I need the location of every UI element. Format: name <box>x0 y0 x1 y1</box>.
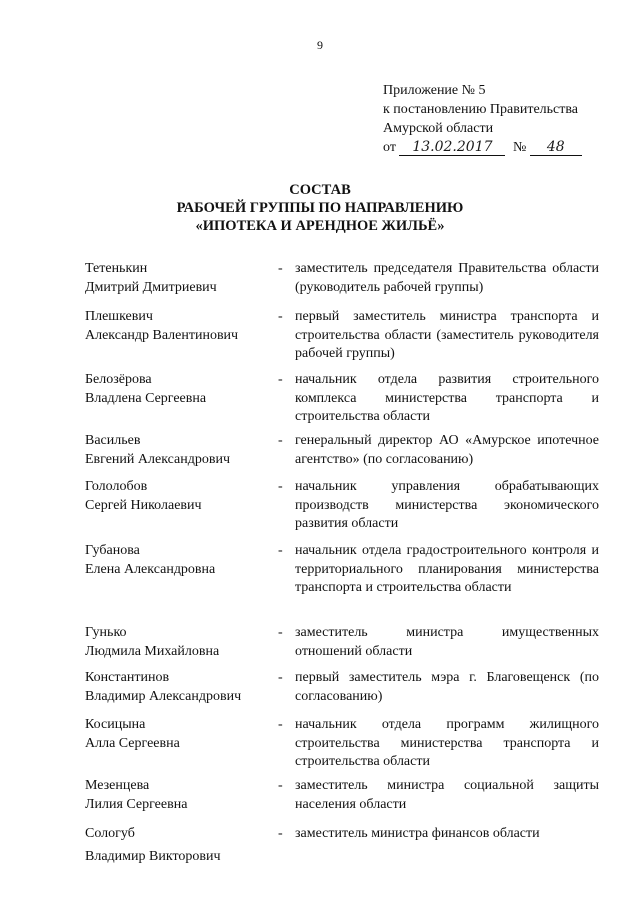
member-name <box>85 825 275 866</box>
member-dash: - <box>278 826 283 841</box>
member-surname: Васильев <box>85 433 141 448</box>
member-given-name: Дмитрий Дмитриевич <box>85 279 217 295</box>
appendix-resolution: к постановлению Правительства <box>383 102 579 117</box>
member-name <box>85 777 275 814</box>
member-surname: Губанова <box>85 543 140 558</box>
member-given-name: Людмила Михайловна <box>85 643 220 659</box>
member-name <box>85 308 275 345</box>
member-name <box>85 478 275 515</box>
member-given-name: Елена Александровна <box>85 561 216 577</box>
document-heading <box>0 181 640 235</box>
member-name <box>85 432 275 469</box>
member-given-name: Владимир Викторович <box>85 848 221 864</box>
appendix-date-line <box>383 138 618 157</box>
member-role: заместитель министра социальной защиты населения области <box>295 778 599 812</box>
member-given-name: Владимир Александрович <box>85 688 242 704</box>
member-name <box>85 371 275 408</box>
heading-line-1: СОСТАВ <box>289 182 351 198</box>
handwritten-number: 48 <box>530 139 582 156</box>
member-given-name: Лилия Сергеевна <box>85 796 188 812</box>
date-prefix: от <box>383 140 396 155</box>
member-dash: - <box>278 670 283 685</box>
member-given-name: Евгений Александрович <box>85 451 231 467</box>
member-surname: Гололобов <box>85 479 148 494</box>
member-surname: Тетенькин <box>85 261 148 276</box>
handwritten-date: 13.02.2017 <box>399 139 505 156</box>
member-role: начальник отдела программ жилищного строительства министерства транспорта и строительства области <box>295 717 599 769</box>
member-surname: Плешкевич <box>85 309 153 324</box>
member-surname: Константинов <box>85 670 170 685</box>
member-name <box>85 542 275 579</box>
member-surname: Белозёрова <box>85 372 152 387</box>
member-given-name: Александр Валентинович <box>85 327 239 343</box>
member-name <box>85 669 275 706</box>
member-surname: Гунько <box>85 625 127 640</box>
member-name <box>85 260 275 297</box>
member-role: заместитель министра финансов области <box>295 826 540 841</box>
heading-line-2: РАБОЧЕЙ ГРУППЫ ПО НАПРАВЛЕНИЮ <box>176 200 464 216</box>
member-dash: - <box>278 372 283 387</box>
member-role: заместитель министра имущественных отношений области <box>295 625 599 659</box>
appendix-region: Амурской области <box>383 121 494 136</box>
member-role: первый заместитель министра транспорта и строительства области (заместитель руководителя рабочей группы) <box>295 309 599 361</box>
member-dash: - <box>278 543 283 558</box>
member-role: первый заместитель мэра г. Благовещенск (по согласованию) <box>295 670 599 704</box>
member-given-name: Алла Сергеевна <box>85 735 180 751</box>
member-dash: - <box>278 625 283 640</box>
member-surname: Сологуб <box>85 826 135 841</box>
member-dash: - <box>278 433 283 448</box>
member-given-name: Владлена Сергеевна <box>85 390 207 406</box>
appendix-title: Приложение № 5 <box>383 83 486 98</box>
member-surname: Косицына <box>85 717 146 732</box>
member-role: генеральный директор АО «Амурское ипотечное агентство» (по согласованию) <box>295 433 599 467</box>
member-name <box>85 624 275 661</box>
member-role: начальник отдела развития строительного комплекса министерства транспорта и строительства области <box>295 372 599 424</box>
heading-line-3: «ИПОТЕКА И АРЕНДНОЕ ЖИЛЬЁ» <box>195 218 445 234</box>
number-prefix: № <box>512 140 527 155</box>
member-role: заместитель председателя Правительства области (руководитель рабочей группы) <box>295 261 599 295</box>
appendix-block <box>383 81 618 157</box>
member-given-name: Сергей Николаевич <box>85 497 202 513</box>
member-role: начальник отдела градостроительного контроля и территориального планирования министерства транспорта и строительства области <box>295 543 599 595</box>
member-dash: - <box>278 309 283 324</box>
member-dash: - <box>278 479 283 494</box>
member-dash: - <box>278 261 283 276</box>
member-dash: - <box>278 778 283 793</box>
member-role: начальник управления обрабатывающих производств министерства экономического развития области <box>295 479 599 531</box>
page-number: 9 <box>317 38 323 52</box>
member-surname: Мезенцева <box>85 778 150 793</box>
member-dash: - <box>278 717 283 732</box>
member-name <box>85 716 275 753</box>
